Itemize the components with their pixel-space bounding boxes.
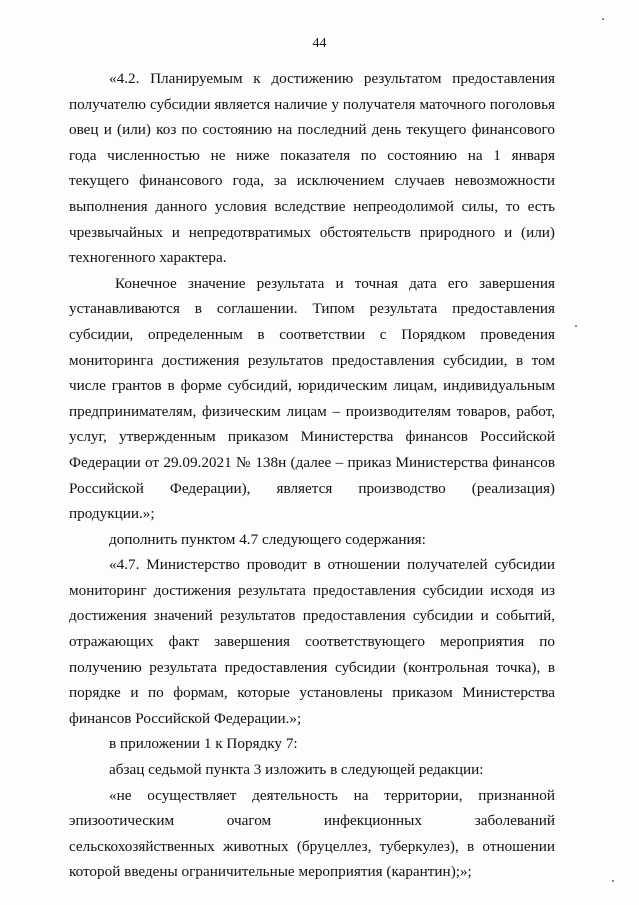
paragraph-quarantine: «не осуществляет деятельность на территории, признанной эпизоотическим очагом инфекционных заболеваний сельскохозяйственных животных (бруцеллез, туберкулез), в отношении которой введены ограничительные мероприятия (карантин);»; [69,786,555,881]
paragraph-4-2: «4.2. Планируемым к достижению результатом предоставления получателю субсидии является наличие у получателя маточного поголовья овец и (или) коз по состоянию на последний день текущего финансового года численностью не ниже показателя по состоянию на 1 января текущего финансового года, за исключением случаев невозможности выполнения данного условия вследствие непреодолимой силы, то есть чрезвычайных и непредотвратимых обстоятельств природного и (или) техногенного характера. [69,70,555,267]
paragraph-clause-3: абзац седьмой пункта 3 изложить в следующей редакции: [109,761,484,779]
paragraph-appendix-1: в приложении 1 к Порядку 7: [109,735,298,753]
scan-speck [612,880,614,882]
page-number: 44 [312,36,327,51]
paragraph-4-7: «4.7. Министерство проводит в отношении получателей субсидии мониторинг достижения результата предоставления субсидии исходя из достижения значений результатов предоставления субсидии и событий, отражающих факт завершения соответствующего мероприятия по получению результата предоставления субсидии (контрольная точка), в порядке и по формам, которые установлены приказом Министерства финансов Российской Федерации.»; [69,556,555,727]
document-body [69,66,555,885]
scan-speck [575,325,577,327]
scan-speck [602,18,604,20]
paragraph-add-4-7: дополнить пунктом 4.7 следующего содержания: [109,530,426,548]
paragraph-final-value: Конечное значение результата и точная дата его завершения устанавливаются в соглашении. Типом результата предоставления субсидии, определенным в соответствии с Порядком проведения мониторинга достижения результатов предоставления субсидии, в том числе грантов в форме субсидий, юридическим лицам, индивидуальным предпринимателям, физическим лицам – производителям товаров, работ, услуг, утвержденным приказом Министерства финансов Российской Федерации от 29.09.2021 № 138н (далее – приказ Министерства финансов Российской Федерации), является производство (реализация) продукции.»; [69,274,555,523]
